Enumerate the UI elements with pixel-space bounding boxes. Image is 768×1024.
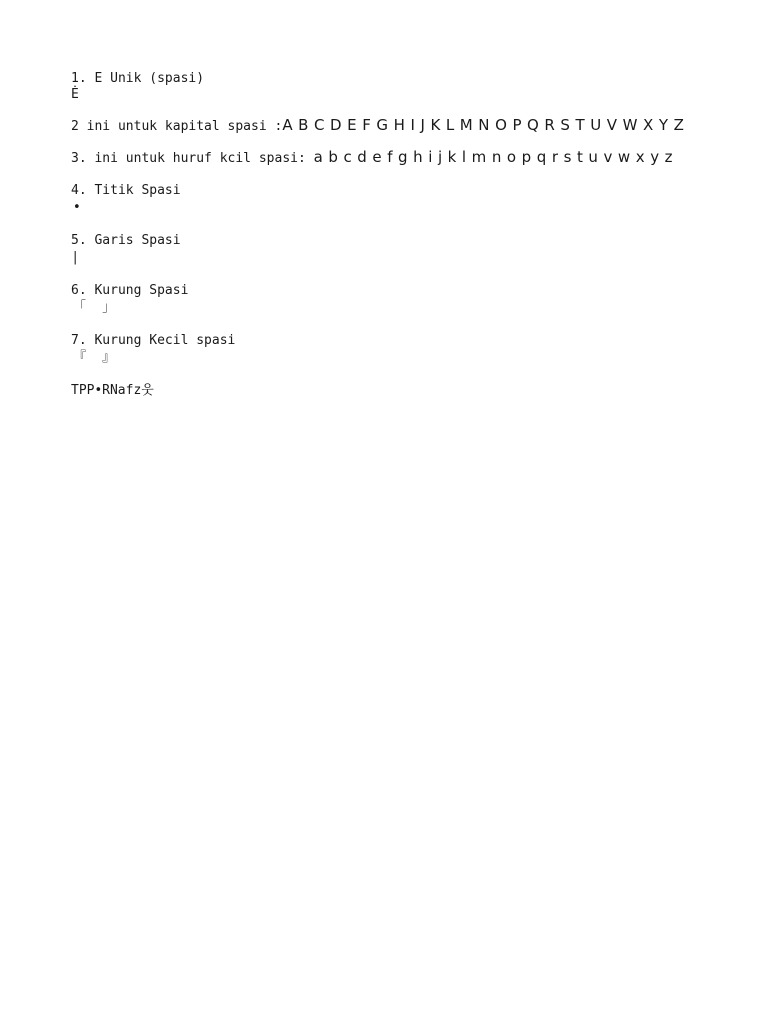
titik-label: 4. Titik Spasi <box>71 183 181 198</box>
signature-name: RNafz <box>102 383 142 398</box>
item-kapital <box>71 117 711 135</box>
titik-char: • <box>73 200 81 215</box>
kecil-line <box>71 149 711 167</box>
signature-line <box>71 383 711 399</box>
garis-char: | <box>73 250 78 265</box>
kecil-chars: a b c d e f g h i j k l m n o p q r s t u v w x y z <box>313 148 673 166</box>
item-e-unik <box>71 71 711 103</box>
document-page <box>71 71 711 415</box>
item-kecil <box>71 149 711 167</box>
item-kurung-kecil <box>71 333 711 367</box>
kurung-label: 6. Kurung Spasi <box>71 283 189 298</box>
item-titik <box>71 183 711 217</box>
e-unik-label: 1. E Unik (spasi) <box>71 71 205 86</box>
e-unik-char: Ė <box>71 87 79 102</box>
kapital-line <box>71 117 711 135</box>
kecil-label: 3. ini untuk huruf kcil spasi: <box>71 151 306 166</box>
item-garis <box>71 233 711 267</box>
item-kurung <box>71 283 711 317</box>
signature-glyph: 웃 <box>141 383 154 398</box>
kurung-kecil-chars: 『 』 <box>73 350 122 365</box>
kapital-label: 2 ini untuk kapital spasi : <box>71 119 283 134</box>
signature-dot: • <box>94 383 103 398</box>
signature-prefix: TPP <box>71 383 95 398</box>
garis-label: 5. Garis Spasi <box>71 233 181 248</box>
kurung-kecil-label: 7. Kurung Kecil spasi <box>71 333 236 348</box>
kapital-chars: A B C D E F G H I J K L M N O P Q R S T U V W X Y Z <box>282 116 685 134</box>
kurung-chars: 「 」 <box>73 300 122 315</box>
